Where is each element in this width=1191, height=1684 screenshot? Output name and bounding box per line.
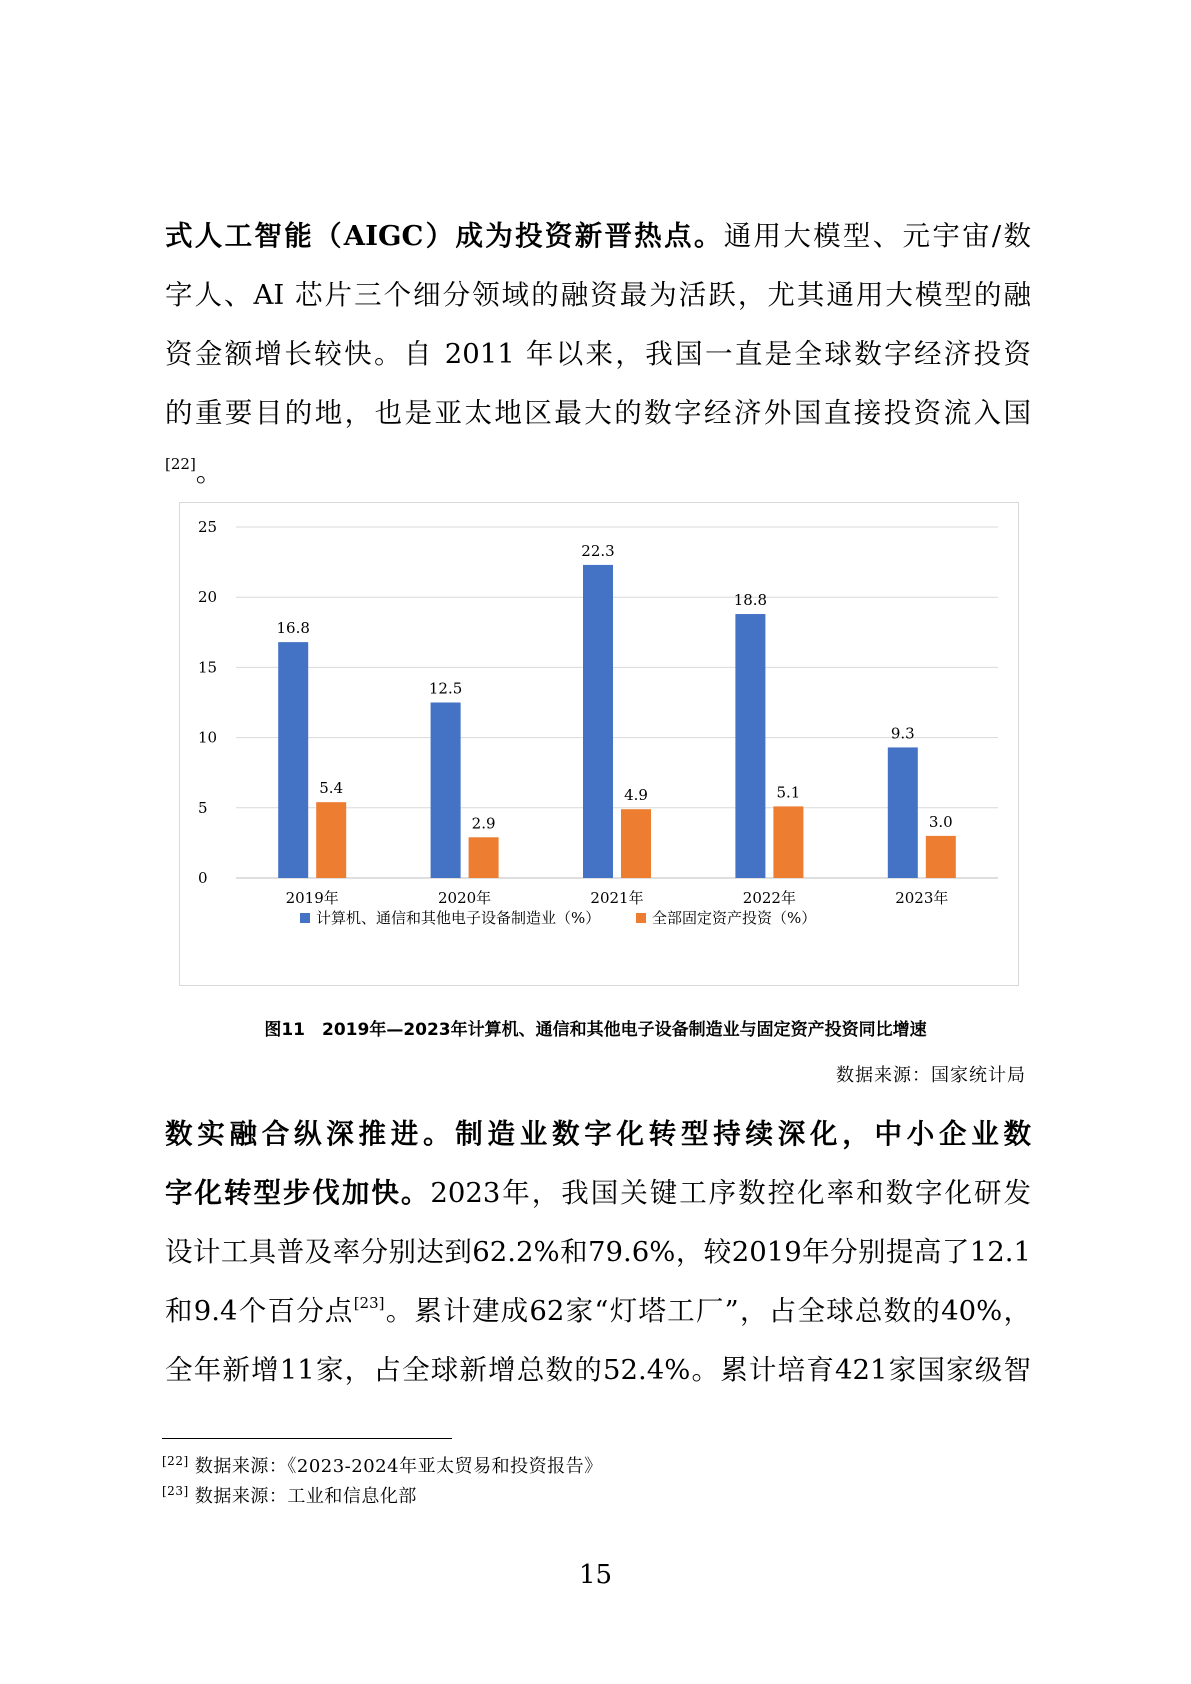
bar [278,642,308,878]
bar [888,747,918,878]
bold-lead: 字化转型步伐加快。 [165,1177,431,1209]
text-line [165,1105,1031,1164]
footnote [162,1482,417,1508]
data-source: 数据来源：国家统计局 [836,1065,1026,1086]
footnote [162,1452,603,1478]
figure-caption: 图11 2019年—2023年计算机、通信和其他电子设备制造业与固定资产投资同比增速 [264,1020,927,1040]
text-line [165,1282,1031,1341]
text-span: 和9.4个百分点 [165,1295,354,1327]
data-label: 3.0 [928,812,953,831]
bar [431,703,461,879]
x-tick-label: 2021年 [590,889,644,907]
bar [316,802,346,878]
text-span: 通用大模型、元宇宙/数 [723,220,1032,252]
bar [583,565,613,878]
footnote-text: 数据来源：《2023-2024年亚太贸易和投资报告》 [194,1456,603,1477]
data-label: 5.4 [319,779,344,798]
chart-canvas [180,503,1020,987]
footnote-ref[interactable]: [23] [353,1294,385,1312]
data-label: 9.3 [890,724,915,743]
text-line: 资金额增长较快。自 2011 年以来，我国一直是全球数字经济投资 [165,338,1031,370]
footnote-ref[interactable]: [22] [165,455,196,473]
legend-swatch [636,913,646,923]
text-line [165,1164,1031,1223]
page-number: 15 [578,1560,613,1590]
x-tick-label: 2023年 [895,889,949,907]
bar [926,836,956,878]
text-span: 。累计建成62家“灯塔工厂”，占全球总数的40%， [384,1295,1032,1327]
footnote-divider [162,1438,452,1439]
legend-label: 全部固定资产投资（%） [652,909,817,927]
data-label: 2.9 [471,814,496,833]
data-label: 22.3 [581,541,615,560]
y-tick-label: 5 [198,798,208,817]
bar [621,809,651,878]
paragraph-digital-integration [165,1105,1031,1400]
bold-lead: 数实融合纵深推进。制造业数字化转型持续深化，中小企业数 [165,1118,1031,1150]
text-span: 2023年，我国关键工序数控化率和数字化研发 [430,1177,1032,1209]
y-tick-label: 0 [198,869,208,887]
bar [773,806,803,878]
data-label: 4.9 [624,786,648,805]
bold-lead: 式人工智能（AIGC）成为投资新晋热点。 [165,220,724,252]
footnote-number: [22] [162,1454,189,1468]
bar [469,837,499,878]
text-span: 。 [195,456,224,488]
paragraph-investment [165,207,1031,502]
text-line: 的重要目的地，也是亚太地区最大的数字经济外国直接投资流入国 [165,397,1031,429]
text-line [165,207,1031,266]
y-tick-label: 15 [198,658,218,677]
x-tick-label: 2022年 [742,889,796,907]
y-tick-label: 10 [198,728,218,747]
footnote-text: 数据来源：工业和信息化部 [194,1486,417,1507]
bar-chart [179,502,1019,986]
y-tick-label: 25 [198,518,218,536]
legend-swatch [300,913,310,923]
footnote-number: [23] [162,1484,189,1498]
bar [735,614,765,878]
data-label: 16.8 [276,619,310,638]
text-line: 全年新增11家，占全球新增总数的52.4%。累计培育421家国家级智 [165,1354,1031,1386]
data-label: 18.8 [733,591,768,610]
x-tick-label: 2019年 [285,889,339,907]
y-tick-label: 20 [198,588,218,607]
legend-label: 计算机、通信和其他电子设备制造业（%） [316,909,601,927]
data-label: 12.5 [428,679,463,698]
data-label: 5.1 [776,783,801,802]
text-line: 设计工具普及率分别达到62.2%和79.6%，较2019年分别提高了12.1 [165,1236,1031,1268]
text-line: 字人、AI 芯片三个细分领域的融资最为活跃，尤其通用大模型的融 [165,279,1031,311]
text-line [165,443,1031,502]
x-tick-label: 2020年 [438,889,492,907]
